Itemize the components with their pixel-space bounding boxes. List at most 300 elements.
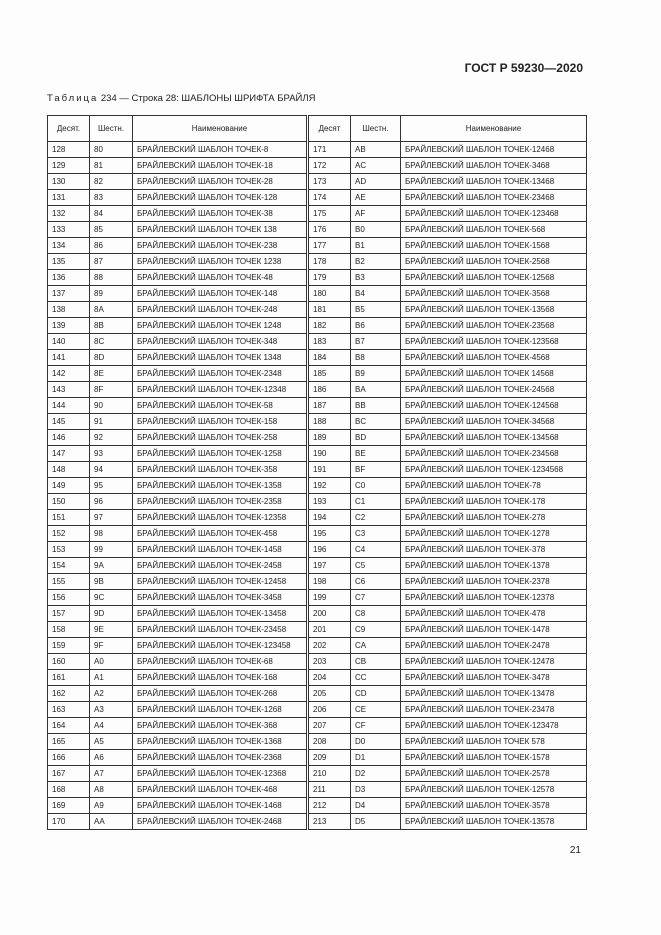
cell-dec: 201: [308, 622, 351, 638]
cell-name: БРАЙЛЕВСКИЙ ШАБЛОН ТОЧЕК 14568: [401, 366, 587, 382]
cell-dec: 174: [308, 190, 351, 206]
cell-name: БРАЙЛЕВСКИЙ ШАБЛОН ТОЧЕК-3458: [133, 590, 308, 606]
table-row: [48, 222, 587, 238]
table-row: [48, 510, 587, 526]
cell-name: БРАЙЛЕВСКИЙ ШАБЛОН ТОЧЕК-1278: [401, 526, 587, 542]
cell-hex: 8A: [90, 302, 133, 318]
cell-hex: 8E: [90, 366, 133, 382]
cell-dec: 138: [48, 302, 90, 318]
header-dec: Десят.: [48, 116, 90, 142]
table-row: [48, 654, 587, 670]
cell-dec: 166: [48, 750, 90, 766]
cell-name: БРАЙЛЕВСКИЙ ШАБЛОН ТОЧЕК-58: [133, 398, 308, 414]
cell-hex: BF: [351, 462, 401, 478]
cell-name: БРАЙЛЕВСКИЙ ШАБЛОН ТОЧЕК-158: [133, 414, 308, 430]
cell-name: БРАЙЛЕВСКИЙ ШАБЛОН ТОЧЕК-4568: [401, 350, 587, 366]
cell-dec: 157: [48, 606, 90, 622]
cell-name: БРАЙЛЕВСКИЙ ШАБЛОН ТОЧЕК-148: [133, 286, 308, 302]
cell-dec: 205: [308, 686, 351, 702]
cell-name: БРАЙЛЕВСКИЙ ШАБЛОН ТОЧЕК-1378: [401, 558, 587, 574]
header-name: Наименование: [133, 116, 308, 142]
table-row: [48, 382, 587, 398]
cell-hex: AF: [351, 206, 401, 222]
table-row: [48, 366, 587, 382]
cell-hex: C6: [351, 574, 401, 590]
cell-name: БРАЙЛЕВСКИЙ ШАБЛОН ТОЧЕК 1248: [133, 318, 308, 334]
cell-dec: 204: [308, 670, 351, 686]
cell-dec: 164: [48, 718, 90, 734]
table-row: [48, 574, 587, 590]
cell-dec: 182: [308, 318, 351, 334]
cell-name: БРАЙЛЕВСКИЙ ШАБЛОН ТОЧЕК-24568: [401, 382, 587, 398]
cell-name: БРАЙЛЕВСКИЙ ШАБЛОН ТОЧЕК-12568: [401, 270, 587, 286]
cell-dec: 128: [48, 142, 90, 158]
cell-name: БРАЙЛЕВСКИЙ ШАБЛОН ТОЧЕК-1368: [133, 734, 308, 750]
cell-name: БРАЙЛЕВСКИЙ ШАБЛОН ТОЧЕК-168: [133, 670, 308, 686]
cell-dec: 187: [308, 398, 351, 414]
cell-dec: 140: [48, 334, 90, 350]
page-number: 21: [569, 845, 581, 856]
cell-name: БРАЙЛЕВСКИЙ ШАБЛОН ТОЧЕК-13468: [401, 174, 587, 190]
cell-dec: 160: [48, 654, 90, 670]
cell-hex: AB: [351, 142, 401, 158]
table-row: [48, 670, 587, 686]
cell-dec: 153: [48, 542, 90, 558]
table-row: [48, 478, 587, 494]
cell-name: БРАЙЛЕВСКИЙ ШАБЛОН ТОЧЕК-2348: [133, 366, 308, 382]
cell-dec: 192: [308, 478, 351, 494]
table-row: [48, 254, 587, 270]
cell-hex: 8C: [90, 334, 133, 350]
header-hex: Шестн.: [351, 116, 401, 142]
cell-name: БРАЙЛЕВСКИЙ ШАБЛОН ТОЧЕК-178: [401, 494, 587, 510]
cell-dec: 181: [308, 302, 351, 318]
cell-name: БРАЙЛЕВСКИЙ ШАБЛОН ТОЧЕК-258: [133, 430, 308, 446]
cell-hex: A5: [90, 734, 133, 750]
cell-hex: BE: [351, 446, 401, 462]
cell-hex: A6: [90, 750, 133, 766]
cell-dec: 147: [48, 446, 90, 462]
cell-name: БРАЙЛЕВСКИЙ ШАБЛОН ТОЧЕК-23468: [401, 190, 587, 206]
cell-name: БРАЙЛЕВСКИЙ ШАБЛОН ТОЧЕК-13578: [401, 814, 587, 830]
cell-dec: 175: [308, 206, 351, 222]
cell-dec: 171: [308, 142, 351, 158]
cell-dec: 161: [48, 670, 90, 686]
cell-hex: C7: [351, 590, 401, 606]
cell-dec: 191: [308, 462, 351, 478]
table-row: [48, 174, 587, 190]
cell-dec: 176: [308, 222, 351, 238]
table-row: [48, 638, 587, 654]
table-row: [48, 782, 587, 798]
cell-hex: A1: [90, 670, 133, 686]
cell-dec: 150: [48, 494, 90, 510]
cell-hex: A2: [90, 686, 133, 702]
cell-hex: C5: [351, 558, 401, 574]
cell-dec: 189: [308, 430, 351, 446]
cell-hex: BD: [351, 430, 401, 446]
cell-hex: A9: [90, 798, 133, 814]
cell-dec: 213: [308, 814, 351, 830]
cell-name: БРАЙЛЕВСКИЙ ШАБЛОН ТОЧЕК-2468: [133, 814, 308, 830]
cell-dec: 142: [48, 366, 90, 382]
cell-hex: CC: [351, 670, 401, 686]
cell-name: БРАЙЛЕВСКИЙ ШАБЛОН ТОЧЕК-234568: [401, 446, 587, 462]
caption-label: Таблица: [47, 93, 99, 104]
cell-name: БРАЙЛЕВСКИЙ ШАБЛОН ТОЧЕК-68: [133, 654, 308, 670]
table-row: [48, 190, 587, 206]
cell-name: БРАЙЛЕВСКИЙ ШАБЛОН ТОЧЕК-2378: [401, 574, 587, 590]
cell-hex: D4: [351, 798, 401, 814]
cell-hex: B2: [351, 254, 401, 270]
cell-name: БРАЙЛЕВСКИЙ ШАБЛОН ТОЧЕК-28: [133, 174, 308, 190]
cell-dec: 154: [48, 558, 90, 574]
cell-dec: 178: [308, 254, 351, 270]
cell-name: БРАЙЛЕВСКИЙ ШАБЛОН ТОЧЕК-1578: [401, 750, 587, 766]
cell-dec: 186: [308, 382, 351, 398]
cell-hex: B4: [351, 286, 401, 302]
cell-hex: 83: [90, 190, 133, 206]
cell-hex: A0: [90, 654, 133, 670]
cell-name: БРАЙЛЕВСКИЙ ШАБЛОН ТОЧЕК-2568: [401, 254, 587, 270]
cell-name: БРАЙЛЕВСКИЙ ШАБЛОН ТОЧЕК-13478: [401, 686, 587, 702]
cell-hex: C1: [351, 494, 401, 510]
cell-hex: 9F: [90, 638, 133, 654]
cell-dec: 162: [48, 686, 90, 702]
cell-dec: 184: [308, 350, 351, 366]
cell-hex: D0: [351, 734, 401, 750]
table-row: [48, 462, 587, 478]
cell-name: БРАЙЛЕВСКИЙ ШАБЛОН ТОЧЕК-3568: [401, 286, 587, 302]
cell-name: БРАЙЛЕВСКИЙ ШАБЛОН ТОЧЕК-12478: [401, 654, 587, 670]
table-row: [48, 446, 587, 462]
cell-name: БРАЙЛЕВСКИЙ ШАБЛОН ТОЧЕК-12358: [133, 510, 308, 526]
cell-dec: 135: [48, 254, 90, 270]
cell-hex: 8D: [90, 350, 133, 366]
cell-dec: 168: [48, 782, 90, 798]
cell-dec: 145: [48, 414, 90, 430]
cell-name: БРАЙЛЕВСКИЙ ШАБЛОН ТОЧЕК-12458: [133, 574, 308, 590]
cell-dec: 203: [308, 654, 351, 670]
cell-name: БРАЙЛЕВСКИЙ ШАБЛОН ТОЧЕК-348: [133, 334, 308, 350]
table-row: [48, 750, 587, 766]
cell-dec: 197: [308, 558, 351, 574]
cell-dec: 208: [308, 734, 351, 750]
cell-hex: 92: [90, 430, 133, 446]
cell-dec: 190: [308, 446, 351, 462]
table-row: [48, 622, 587, 638]
cell-dec: 141: [48, 350, 90, 366]
cell-hex: A3: [90, 702, 133, 718]
cell-dec: 151: [48, 510, 90, 526]
cell-hex: CF: [351, 718, 401, 734]
cell-dec: 149: [48, 478, 90, 494]
cell-hex: B8: [351, 350, 401, 366]
cell-name: БРАЙЛЕВСКИЙ ШАБЛОН ТОЧЕК 138: [133, 222, 308, 238]
cell-hex: B5: [351, 302, 401, 318]
cell-hex: B9: [351, 366, 401, 382]
cell-dec: 146: [48, 430, 90, 446]
cell-dec: 156: [48, 590, 90, 606]
cell-name: БРАЙЛЕВСКИЙ ШАБЛОН ТОЧЕК-13458: [133, 606, 308, 622]
cell-name: БРАЙЛЕВСКИЙ ШАБЛОН ТОЧЕК-1568: [401, 238, 587, 254]
table-row: [48, 430, 587, 446]
cell-dec: 183: [308, 334, 351, 350]
table-row: [48, 686, 587, 702]
cell-hex: BA: [351, 382, 401, 398]
cell-dec: 134: [48, 238, 90, 254]
table-caption: [47, 93, 315, 104]
header-name: Наименование: [401, 116, 587, 142]
cell-hex: 90: [90, 398, 133, 414]
cell-name: БРАЙЛЕВСКИЙ ШАБЛОН ТОЧЕК-12368: [133, 766, 308, 782]
cell-name: БРАЙЛЕВСКИЙ ШАБЛОН ТОЧЕК-1258: [133, 446, 308, 462]
table-row: [48, 334, 587, 350]
cell-name: БРАЙЛЕВСКИЙ ШАБЛОН ТОЧЕК-1268: [133, 702, 308, 718]
cell-name: БРАЙЛЕВСКИЙ ШАБЛОН ТОЧЕК 578: [401, 734, 587, 750]
cell-name: БРАЙЛЕВСКИЙ ШАБЛОН ТОЧЕК-34568: [401, 414, 587, 430]
cell-name: БРАЙЛЕВСКИЙ ШАБЛОН ТОЧЕК-368: [133, 718, 308, 734]
cell-name: БРАЙЛЕВСКИЙ ШАБЛОН ТОЧЕК-568: [401, 222, 587, 238]
cell-dec: 143: [48, 382, 90, 398]
cell-hex: D2: [351, 766, 401, 782]
table-header-row: [48, 116, 587, 142]
table-row: [48, 318, 587, 334]
cell-hex: 93: [90, 446, 133, 462]
cell-dec: 177: [308, 238, 351, 254]
cell-dec: 133: [48, 222, 90, 238]
cell-name: БРАЙЛЕВСКИЙ ШАБЛОН ТОЧЕК-248: [133, 302, 308, 318]
cell-dec: 179: [308, 270, 351, 286]
cell-hex: A4: [90, 718, 133, 734]
cell-name: БРАЙЛЕВСКИЙ ШАБЛОН ТОЧЕК-3578: [401, 798, 587, 814]
table-row: [48, 286, 587, 302]
cell-hex: AC: [351, 158, 401, 174]
cell-hex: B6: [351, 318, 401, 334]
cell-name: БРАЙЛЕВСКИЙ ШАБЛОН ТОЧЕК-12348: [133, 382, 308, 398]
table-row: [48, 718, 587, 734]
cell-dec: 194: [308, 510, 351, 526]
cell-name: БРАЙЛЕВСКИЙ ШАБЛОН ТОЧЕК-1234568: [401, 462, 587, 478]
cell-dec: 188: [308, 414, 351, 430]
cell-hex: 94: [90, 462, 133, 478]
cell-hex: BC: [351, 414, 401, 430]
cell-name: БРАЙЛЕВСКИЙ ШАБЛОН ТОЧЕК-3478: [401, 670, 587, 686]
cell-hex: C3: [351, 526, 401, 542]
cell-name: БРАЙЛЕВСКИЙ ШАБЛОН ТОЧЕК-8: [133, 142, 308, 158]
cell-hex: 85: [90, 222, 133, 238]
cell-name: БРАЙЛЕВСКИЙ ШАБЛОН ТОЧЕК-238: [133, 238, 308, 254]
cell-dec: 131: [48, 190, 90, 206]
table-row: [48, 142, 587, 158]
braille-table: [47, 115, 587, 830]
cell-hex: CE: [351, 702, 401, 718]
cell-name: БРАЙЛЕВСКИЙ ШАБЛОН ТОЧЕК-2578: [401, 766, 587, 782]
caption-text: 234 — Строка 28: ШАБЛОНЫ ШРИФТА БРАЙЛЯ: [98, 93, 316, 104]
cell-hex: 91: [90, 414, 133, 430]
cell-dec: 130: [48, 174, 90, 190]
cell-dec: 137: [48, 286, 90, 302]
cell-hex: B3: [351, 270, 401, 286]
cell-name: БРАЙЛЕВСКИЙ ШАБЛОН ТОЧЕК-1468: [133, 798, 308, 814]
cell-name: БРАЙЛЕВСКИЙ ШАБЛОН ТОЧЕК-268: [133, 686, 308, 702]
cell-name: БРАЙЛЕВСКИЙ ШАБЛОН ТОЧЕК-124568: [401, 398, 587, 414]
cell-name: БРАЙЛЕВСКИЙ ШАБЛОН ТОЧЕК-358: [133, 462, 308, 478]
cell-hex: A8: [90, 782, 133, 798]
table-row: [48, 238, 587, 254]
table-row: [48, 494, 587, 510]
cell-name: БРАЙЛЕВСКИЙ ШАБЛОН ТОЧЕК-2458: [133, 558, 308, 574]
cell-hex: 81: [90, 158, 133, 174]
cell-name: БРАЙЛЕВСКИЙ ШАБЛОН ТОЧЕК-278: [401, 510, 587, 526]
cell-hex: 84: [90, 206, 133, 222]
cell-hex: B7: [351, 334, 401, 350]
cell-hex: D5: [351, 814, 401, 830]
cell-name: БРАЙЛЕВСКИЙ ШАБЛОН ТОЧЕК-128: [133, 190, 308, 206]
cell-name: БРАЙЛЕВСКИЙ ШАБЛОН ТОЧЕК-468: [133, 782, 308, 798]
cell-hex: 97: [90, 510, 133, 526]
table-row: [48, 734, 587, 750]
cell-hex: D3: [351, 782, 401, 798]
cell-dec: 159: [48, 638, 90, 654]
cell-hex: 89: [90, 286, 133, 302]
table-row: [48, 270, 587, 286]
cell-dec: 132: [48, 206, 90, 222]
cell-dec: 169: [48, 798, 90, 814]
cell-dec: 163: [48, 702, 90, 718]
cell-hex: 8B: [90, 318, 133, 334]
cell-hex: BB: [351, 398, 401, 414]
cell-hex: 8F: [90, 382, 133, 398]
cell-name: БРАЙЛЕВСКИЙ ШАБЛОН ТОЧЕК-2368: [133, 750, 308, 766]
standard-number: ГОСТ Р 59230—2020: [464, 61, 583, 75]
cell-dec: 193: [308, 494, 351, 510]
cell-name: БРАЙЛЕВСКИЙ ШАБЛОН ТОЧЕК-123468: [401, 206, 587, 222]
cell-hex: 98: [90, 526, 133, 542]
cell-name: БРАЙЛЕВСКИЙ ШАБЛОН ТОЧЕК-12578: [401, 782, 587, 798]
table-row: [48, 542, 587, 558]
cell-hex: 9A: [90, 558, 133, 574]
cell-hex: C2: [351, 510, 401, 526]
table-row: [48, 398, 587, 414]
cell-hex: 9C: [90, 590, 133, 606]
cell-hex: CB: [351, 654, 401, 670]
cell-hex: 9E: [90, 622, 133, 638]
cell-name: БРАЙЛЕВСКИЙ ШАБЛОН ТОЧЕК-18: [133, 158, 308, 174]
cell-hex: 82: [90, 174, 133, 190]
table-row: [48, 814, 587, 830]
cell-dec: 158: [48, 622, 90, 638]
cell-dec: 211: [308, 782, 351, 798]
cell-hex: 80: [90, 142, 133, 158]
cell-hex: 96: [90, 494, 133, 510]
cell-dec: 199: [308, 590, 351, 606]
cell-hex: B1: [351, 238, 401, 254]
cell-hex: C8: [351, 606, 401, 622]
cell-hex: D1: [351, 750, 401, 766]
cell-name: БРАЙЛЕВСКИЙ ШАБЛОН ТОЧЕК 1348: [133, 350, 308, 366]
cell-hex: AE: [351, 190, 401, 206]
cell-name: БРАЙЛЕВСКИЙ ШАБЛОН ТОЧЕК-48: [133, 270, 308, 286]
cell-dec: 152: [48, 526, 90, 542]
cell-hex: 87: [90, 254, 133, 270]
table-row: [48, 702, 587, 718]
cell-dec: 196: [308, 542, 351, 558]
cell-hex: C9: [351, 622, 401, 638]
table-row: [48, 526, 587, 542]
cell-name: БРАЙЛЕВСКИЙ ШАБЛОН ТОЧЕК-12468: [401, 142, 587, 158]
cell-hex: 99: [90, 542, 133, 558]
cell-name: БРАЙЛЕВСКИЙ ШАБЛОН ТОЧЕК-1358: [133, 478, 308, 494]
cell-name: БРАЙЛЕВСКИЙ ШАБЛОН ТОЧЕК-458: [133, 526, 308, 542]
table-row: [48, 302, 587, 318]
cell-hex: C0: [351, 478, 401, 494]
cell-name: БРАЙЛЕВСКИЙ ШАБЛОН ТОЧЕК-23568: [401, 318, 587, 334]
cell-dec: 209: [308, 750, 351, 766]
cell-dec: 200: [308, 606, 351, 622]
cell-name: БРАЙЛЕВСКИЙ ШАБЛОН ТОЧЕК-123478: [401, 718, 587, 734]
cell-dec: 210: [308, 766, 351, 782]
cell-dec: 173: [308, 174, 351, 190]
cell-name: БРАЙЛЕВСКИЙ ШАБЛОН ТОЧЕК 1238: [133, 254, 308, 270]
cell-hex: 9B: [90, 574, 133, 590]
cell-name: БРАЙЛЕВСКИЙ ШАБЛОН ТОЧЕК-2358: [133, 494, 308, 510]
cell-dec: 170: [48, 814, 90, 830]
cell-name: БРАЙЛЕВСКИЙ ШАБЛОН ТОЧЕК-78: [401, 478, 587, 494]
cell-dec: 198: [308, 574, 351, 590]
cell-dec: 165: [48, 734, 90, 750]
cell-hex: AA: [90, 814, 133, 830]
cell-hex: 95: [90, 478, 133, 494]
cell-dec: 202: [308, 638, 351, 654]
cell-dec: 139: [48, 318, 90, 334]
cell-hex: 86: [90, 238, 133, 254]
cell-dec: 206: [308, 702, 351, 718]
table-row: [48, 206, 587, 222]
cell-dec: 167: [48, 766, 90, 782]
cell-dec: 148: [48, 462, 90, 478]
header-hex: Шестн.: [90, 116, 133, 142]
cell-hex: 88: [90, 270, 133, 286]
cell-hex: CA: [351, 638, 401, 654]
cell-dec: 185: [308, 366, 351, 382]
cell-hex: AD: [351, 174, 401, 190]
cell-name: БРАЙЛЕВСКИЙ ШАБЛОН ТОЧЕК-134568: [401, 430, 587, 446]
cell-name: БРАЙЛЕВСКИЙ ШАБЛОН ТОЧЕК-2478: [401, 638, 587, 654]
cell-dec: 207: [308, 718, 351, 734]
table-row: [48, 798, 587, 814]
table-row: [48, 558, 587, 574]
cell-hex: 9D: [90, 606, 133, 622]
cell-name: БРАЙЛЕВСКИЙ ШАБЛОН ТОЧЕК-3468: [401, 158, 587, 174]
cell-name: БРАЙЛЕВСКИЙ ШАБЛОН ТОЧЕК-13568: [401, 302, 587, 318]
table-row: [48, 766, 587, 782]
cell-dec: 180: [308, 286, 351, 302]
table-row: [48, 350, 587, 366]
cell-dec: 136: [48, 270, 90, 286]
cell-name: БРАЙЛЕВСКИЙ ШАБЛОН ТОЧЕК-23478: [401, 702, 587, 718]
cell-dec: 195: [308, 526, 351, 542]
cell-dec: 155: [48, 574, 90, 590]
table-row: [48, 414, 587, 430]
cell-hex: CD: [351, 686, 401, 702]
cell-hex: A7: [90, 766, 133, 782]
cell-name: БРАЙЛЕВСКИЙ ШАБЛОН ТОЧЕК-478: [401, 606, 587, 622]
table-row: [48, 590, 587, 606]
cell-name: БРАЙЛЕВСКИЙ ШАБЛОН ТОЧЕК-12378: [401, 590, 587, 606]
cell-hex: C4: [351, 542, 401, 558]
cell-dec: 212: [308, 798, 351, 814]
